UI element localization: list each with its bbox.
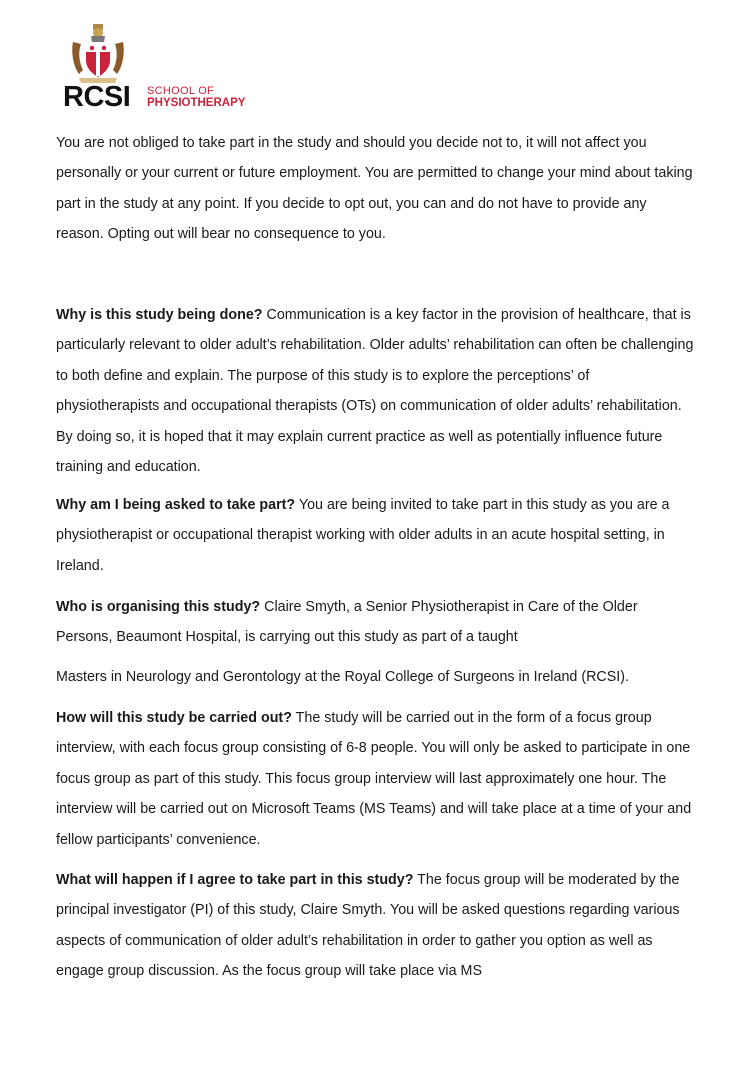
school-line-2: PHYSIOTHERAPY xyxy=(147,97,246,109)
rcsi-logo xyxy=(63,22,253,114)
paragraph-text: Claire Smyth, a Senior Physiotherapist in Care of the Older Persons, Beaumont Hospital, is carrying out this study as part of a taught xyxy=(56,599,638,646)
coat-of-arms-icon xyxy=(69,22,127,84)
logo-wordmark: RCSI xyxy=(63,81,131,113)
school-name xyxy=(147,85,245,109)
paragraph-text: Communication is a key factor in the provision of healthcare, that is particularly relevant to older adult’s rehabilitation. Older adults’ rehabilitation can often be challenging to both define and explain. The purpose of this study is to explore the perceptions’ of physiotherapists and occupational therapists (OTs) on communication of older adults’ rehabilitation. By doing so, it is hoped that it may explain current practice as well as potentially influence future training and education. xyxy=(56,307,694,476)
paragraph-participation xyxy=(56,128,696,250)
paragraph-heading: How will this study be carried out? xyxy=(56,710,292,726)
paragraph-text: You are not obliged to take part in the study and should you decide not to, it will not affect you personally or your current or future employment. You are permitted to change your mind about taking part in the study at any point. If you decide to opt out, you can and do not have to provide any reason. Opting out will bear no consequence to you. xyxy=(56,135,693,243)
paragraph-how-carried-out xyxy=(56,703,696,855)
paragraph-heading: Why is this study being done? xyxy=(56,307,263,323)
paragraph-what-will-happen xyxy=(56,865,696,987)
paragraph-text: Masters in Neurology and Gerontology at the Royal College of Surgeons in Ireland (RCSI). xyxy=(56,669,629,685)
paragraph-heading: Who is organising this study? xyxy=(56,599,261,615)
paragraph-heading: Why am I being asked to take part? xyxy=(56,497,296,513)
paragraph-why-study xyxy=(56,300,696,482)
paragraph-who-organising xyxy=(56,592,696,653)
paragraph-heading: What will happen if I agree to take part in this study? xyxy=(56,872,414,888)
paragraph-masters xyxy=(56,662,696,692)
paragraph-text: The focus group will be moderated by the principal investigator (PI) of this study, Claire Smyth. You will be asked questions regarding various aspects of communication of older adult’s rehabilitation in order to gather you option as well as engage group discussion. As the focus group will take place via MS xyxy=(56,872,680,980)
paragraph-why-asked xyxy=(56,490,696,581)
paragraph-text: The study will be carried out in the form of a focus group interview, with each focus group consisting of 6-8 people. You will only be asked to participate in one focus group as part of this study. This focus group interview will last approximately one hour. The interview will be carried out on Microsoft Teams (MS Teams) and will take place at a time of your and fellow participants’ convenience. xyxy=(56,710,692,848)
school-line-1: SCHOOL OF xyxy=(147,85,215,97)
paragraph-text: You are being invited to take part in this study as you are a physiotherapist or occupational therapist working with older adults in an acute hospital setting, in Ireland. xyxy=(56,497,670,574)
